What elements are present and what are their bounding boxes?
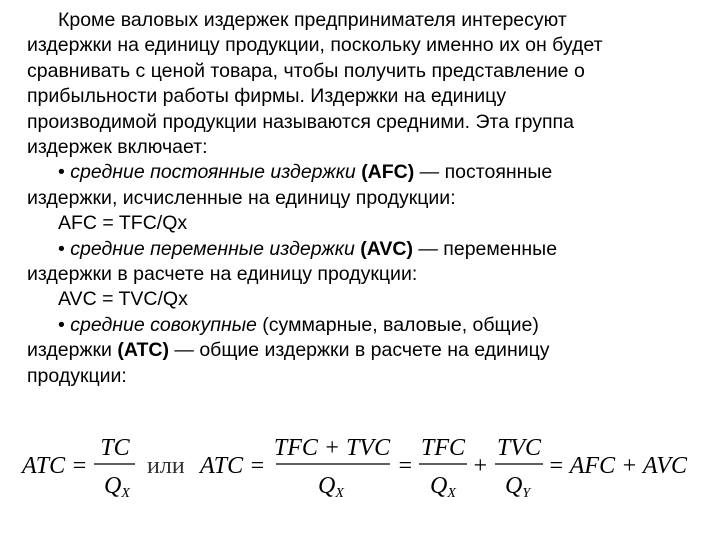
plus-sign: + bbox=[472, 453, 489, 479]
text-block bbox=[27, 8, 707, 389]
item-continuation bbox=[27, 338, 707, 363]
paragraph-line: прибыльности работы фирмы. Издержки на единицу bbox=[27, 85, 507, 108]
abbr-atc: (ATC) bbox=[117, 339, 169, 362]
item-rest: (суммарные, валовые, общие) bbox=[256, 313, 539, 336]
formula-result: = AFC + AVC bbox=[548, 453, 687, 479]
abbr-afc: (AFC) bbox=[361, 161, 415, 184]
item-continuation: продукции: bbox=[27, 364, 127, 387]
frac2-numerator: TFC + TVC bbox=[273, 435, 391, 461]
paragraph-line: Кроме валовых издержек предпринимателя интересуют bbox=[58, 9, 567, 31]
paragraph-line: производимой продукции называются средними. Эта группа bbox=[27, 110, 574, 133]
formula-lhs: ATC = bbox=[22, 453, 88, 479]
cont-pre: издержки bbox=[27, 339, 118, 362]
bullet: • bbox=[58, 237, 65, 260]
list-item-atc bbox=[27, 313, 707, 338]
frac3-numerator: TFC bbox=[420, 435, 466, 461]
frac1-numerator: TC bbox=[100, 435, 130, 461]
term-afc: средние постоянные издержки bbox=[70, 161, 356, 184]
list-item-avc bbox=[27, 237, 707, 262]
item-rest: — переменные bbox=[412, 237, 558, 260]
frac4-numerator: TVC bbox=[496, 435, 542, 461]
bullet: • bbox=[58, 161, 65, 184]
list-item-afc bbox=[27, 160, 707, 185]
equals-sign: = bbox=[397, 453, 414, 479]
frac1-denominator: QX bbox=[104, 473, 130, 501]
cont-post: — общие издержки в расчете на единицу bbox=[168, 339, 550, 362]
term-atc: средние совокупные bbox=[70, 313, 257, 336]
frac2-denominator: QX bbox=[318, 473, 344, 501]
formula-afc: AFC = TFC/Qx bbox=[58, 212, 188, 235]
formula-avc: AVC = TVC/Qx bbox=[58, 288, 188, 311]
formula-lhs-2: ATC = bbox=[200, 453, 266, 479]
paragraph-line: сравнивать с ценой товара, чтобы получить представление о bbox=[27, 59, 585, 82]
bullet: • bbox=[58, 313, 65, 336]
item-continuation: издержки в расчете на единицу продукции: bbox=[27, 263, 418, 286]
abbr-avc: (AVC) bbox=[360, 237, 413, 260]
paragraph-line: издержки на единицу продукции, поскольку именно их он будет bbox=[27, 34, 603, 57]
item-rest: — постоянные bbox=[414, 161, 553, 184]
paragraph-line: издержек включает: bbox=[27, 136, 208, 159]
frac3-denominator: QX bbox=[430, 473, 456, 501]
term-avc: средние переменные издержки bbox=[70, 237, 355, 260]
item-continuation: издержки, исчисленные на единицу продукции: bbox=[27, 186, 456, 209]
atc-formula bbox=[0, 428, 720, 528]
frac4-denominator: QY bbox=[505, 473, 531, 501]
connector-text: или bbox=[147, 453, 185, 479]
